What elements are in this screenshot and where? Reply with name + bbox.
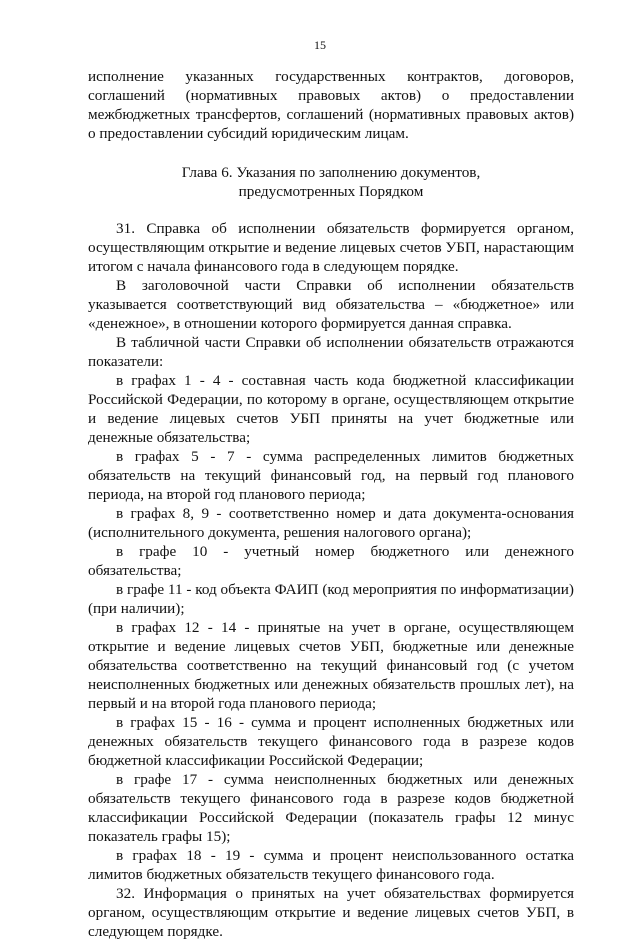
paragraph-header-part: В заголовочной части Справки об исполнении обязательств указывается соответствующий вид обязательства – «бюджетное» или «денежное», в отношении которого формируется данная справка. — [88, 277, 574, 332]
paragraph-32: 32. Информация о принятых на учет обязательствах формируется органом, осуществляющим открытие и ведение лицевых счетов УБП, в следующем порядке. — [88, 885, 574, 940]
list-item-column-17: в графе 17 - сумма неисполненных бюджетных или денежных обязательств текущего финансового года в разрезе кодов бюджетной классификации Российской Федерации (показатель графы 12 минус показатель графы 15); — [88, 771, 574, 845]
page-number: 15 — [314, 38, 326, 52]
list-item-columns-12-14: в графах 12 - 14 - принятые на учет в органе, осуществляющем открытие и ведение лицевых счетов УБП, бюджетные или денежные обязательства соответственно на текущий финансовый год (с учетом неисполненных бюджетных или денежных обязательств прошлых лет), на первый и на второй года планового периода; — [88, 619, 574, 712]
list-item-columns-18-19: в графах 18 - 19 - сумма и процент неиспользованного остатка лимитов бюджетных обязательств текущего финансового года. — [88, 847, 574, 883]
chapter-title-line-2: предусмотренных Порядком — [238, 183, 424, 200]
document-body — [88, 67, 574, 941]
list-item-columns-8-9: в графах 8, 9 - соответственно номер и дата документа-основания (исполнительного документа, решения налогового органа); — [88, 505, 574, 541]
list-item-column-10: в графе 10 - учетный номер бюджетного или денежного обязательства; — [88, 543, 574, 579]
chapter-heading — [88, 163, 574, 201]
paragraph-31: 31. Справка об исполнении обязательств формируется органом, осуществляющим открытие и ведение лицевых счетов УБП, нарастающим итогом с начала финансового года в следующем порядке. — [88, 220, 574, 275]
list-item-columns-5-7: в графах 5 - 7 - сумма распределенных лимитов бюджетных обязательств на текущий финансовый год, на первый год планового периода, на второй год планового периода; — [88, 448, 574, 503]
list-item-column-11: в графе 11 - код объекта ФАИП (код мероприятия по информатизации) (при наличии); — [88, 581, 574, 617]
list-item-columns-1-4: в графах 1 - 4 - составная часть кода бюджетной классификации Российской Федерации, по которому в органе, осуществляющем открытие и ведение лицевых счетов УБП приняты на учет бюджетные или денежные обязательства; — [88, 372, 574, 446]
intro-paragraph: исполнение указанных государственных контрактов, договоров, соглашений (нормативных правовых актов) о предоставлении межбюджетных трансфертов, соглашений (нормативных правовых актов) о предоставлении субсидий юридическим лицам. — [88, 68, 574, 142]
list-item-columns-15-16: в графах 15 - 16 - сумма и процент исполненных бюджетных или денежных обязательств текущего финансового года в разрезе кодов бюджетной классификации Российской Федерации; — [88, 714, 574, 769]
paragraph-table-part: В табличной части Справки об исполнении обязательств отражаются показатели: — [88, 334, 574, 370]
chapter-title-line-1: Глава 6. Указания по заполнению документов, — [181, 164, 481, 181]
